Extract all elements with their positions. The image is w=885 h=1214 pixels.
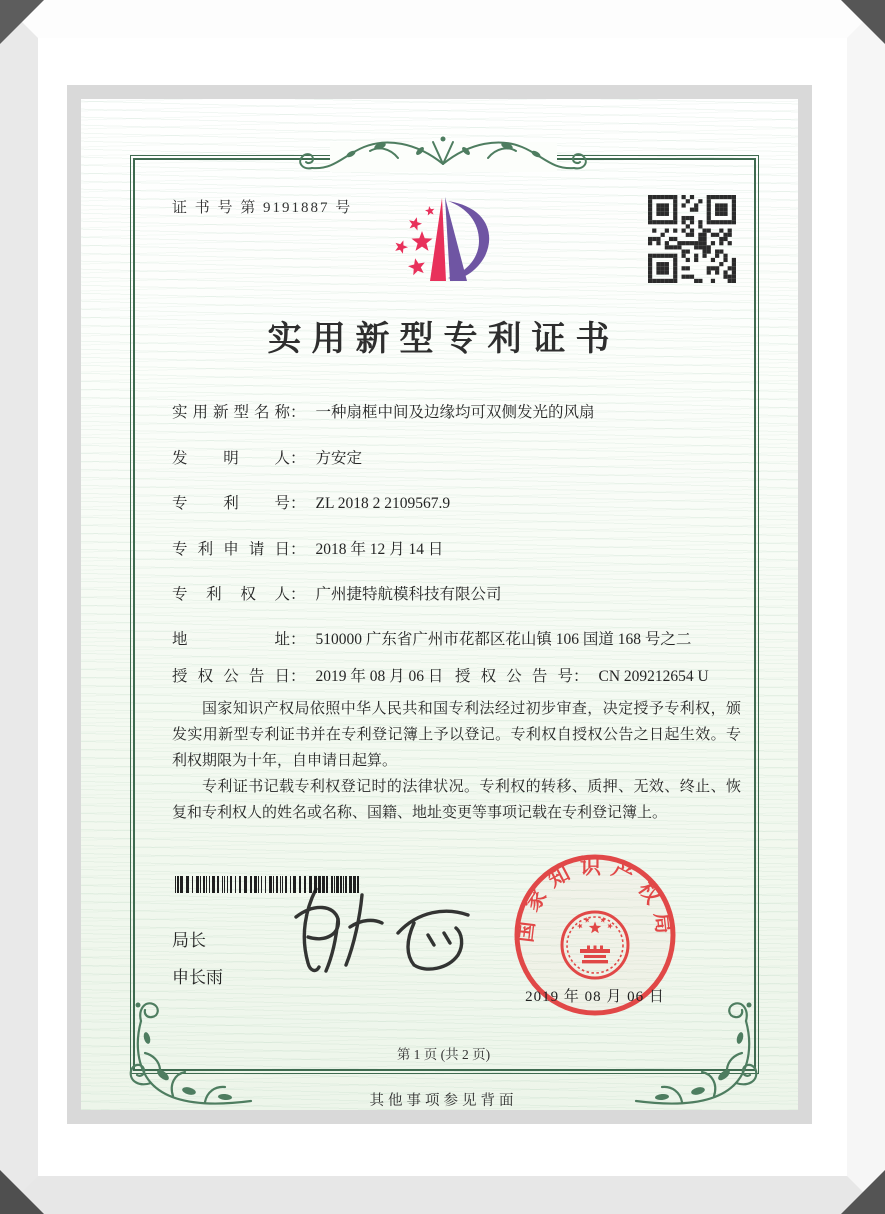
field-row-grant-date [172, 664, 709, 686]
field-colon: ： [290, 631, 306, 648]
field-label: 地址 [172, 631, 290, 648]
field-label: 专利权人 [172, 586, 290, 603]
field-value: ZL 2018 2 2109567.9 [315, 495, 451, 512]
seal-text: 国家知识产权局 [512, 854, 678, 944]
field-row-inventor [172, 446, 362, 468]
field-value: 广州捷特航模科技有限公司 [315, 586, 502, 603]
frame-mat [67, 85, 812, 1124]
field-label: 专利申请日 [172, 541, 290, 558]
frame-corner-shadow [0, 1170, 44, 1214]
field-colon: ： [290, 586, 306, 603]
field-value: CN 209212654 U [598, 668, 709, 685]
field-colon: ： [290, 495, 306, 512]
back-side-note: 其他事项参见背面 [369, 1093, 518, 1109]
qr-code-icon [648, 195, 736, 283]
field-colon: ： [290, 450, 306, 467]
field-value: 方安定 [315, 450, 363, 467]
cnipa-logo-icon [390, 189, 502, 293]
frame-corner-shadow [841, 1170, 885, 1214]
seal-date: 2019 年 08 月 06 日 [525, 989, 665, 1005]
signer-name: 申长雨 [172, 968, 223, 987]
field-colon: ： [290, 668, 306, 685]
field-row-gazette-no [455, 664, 709, 686]
field-row-filing-date [172, 537, 443, 559]
field-label: 专利号 [172, 495, 290, 512]
field-value: 一种扇框中间及边缘均可双侧发光的风扇 [315, 404, 595, 421]
field-label: 发明人 [172, 450, 290, 467]
field-colon: ： [290, 404, 306, 421]
field-colon: ： [573, 668, 589, 685]
frame-corner-shadow [841, 0, 885, 44]
signer-block [172, 922, 223, 996]
field-label: 授权公告号 [455, 668, 573, 685]
certificate-number: 证 书 号 第 9191887 号 [172, 200, 353, 216]
page-number: 第 1 页 (共 2 页) [396, 1047, 491, 1062]
field-colon: ： [290, 541, 306, 558]
field-value: 510000 广东省广州市花都区花山镇 106 国道 168 号之二 [315, 631, 692, 648]
handwritten-signature-icon [286, 883, 481, 985]
field-label: 实用新型名称 [172, 404, 290, 421]
signer-title: 局长 [172, 931, 206, 950]
certificate-paper [81, 99, 798, 1110]
field-row-address [172, 627, 691, 649]
legal-paragraph-1: 国家知识产权局依照中华人民共和国专利法经过初步审查，决定授予专利权，颁发实用新型专利证书并在专利登记簿上予以登记。专利权自授权公告之日起生效。专利权期限为十年，自申请日起算。 [172, 701, 741, 769]
top-flourish-ornament [288, 132, 599, 178]
field-label: 授权公告日 [172, 668, 290, 685]
frame-corner-shadow [0, 0, 44, 44]
field-row-patent-no [172, 491, 450, 513]
field-value: 2018 年 12 月 14 日 [315, 541, 444, 558]
field-row-name [172, 400, 595, 422]
legal-text [172, 696, 741, 826]
legal-paragraph-2: 专利证书记载专利权登记时的法律状况。专利权的转移、质押、无效、终止、恢复和专利权人的姓名或名称、国籍、地址变更等事项记载在专利登记簿上。 [172, 779, 741, 821]
certificate-title: 实用新型专利证书 [267, 321, 620, 358]
field-row-patentee [172, 582, 502, 604]
field-value: 2019 年 08 月 06 日 [315, 668, 444, 685]
